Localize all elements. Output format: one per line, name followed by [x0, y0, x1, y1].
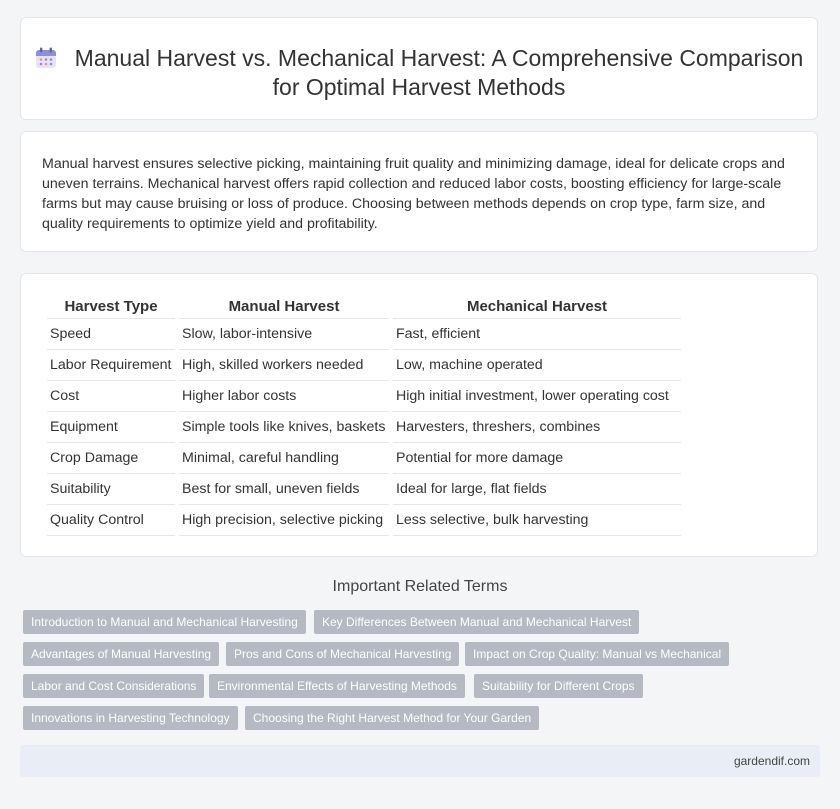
- related-term-tag[interactable]: Impact on Crop Quality: Manual vs Mechanical: [465, 642, 729, 666]
- table-row: [47, 443, 681, 474]
- page-title: [21, 44, 817, 102]
- intro-card: [20, 131, 818, 252]
- table-cell: Higher labor costs: [179, 381, 389, 412]
- table-cell: Less selective, bulk harvesting: [393, 505, 681, 536]
- comparison-table: [43, 294, 685, 536]
- table-cell: Speed: [47, 319, 175, 350]
- intro-paragraph: Manual harvest ensures selective picking, maintaining fruit quality and minimizing damage, ideal for delicate crops and uneven terrains. Mechanical harvest offers rapid collection and reduced labor costs, boosting efficiency for large-scale farms but may cause bruising or loss of produce. Choosing between methods depends on crop type, farm size, and quality requirements to optimize yield and profitability.: [42, 156, 785, 232]
- column-header: Harvest Type: [47, 294, 175, 319]
- comparison-table-card: [20, 273, 818, 557]
- table-cell: Best for small, uneven fields: [179, 474, 389, 505]
- related-term-tag[interactable]: Introduction to Manual and Mechanical Harvesting: [23, 610, 306, 634]
- table-cell: Suitability: [47, 474, 175, 505]
- table-row: [47, 319, 681, 350]
- related-terms-heading: Important Related Terms: [332, 578, 508, 595]
- table-cell: Potential for more damage: [393, 443, 681, 474]
- table-row: [47, 505, 681, 536]
- table-cell: High, skilled workers needed: [179, 350, 389, 381]
- related-term-tag[interactable]: Labor and Cost Considerations: [23, 674, 204, 698]
- table-cell: Fast, efficient: [393, 319, 681, 350]
- related-term-tag[interactable]: Innovations in Harvesting Technology: [23, 706, 238, 730]
- footer-site-link[interactable]: gardendif.com: [733, 754, 810, 768]
- related-term-tag[interactable]: Advantages of Manual Harvesting: [23, 642, 219, 666]
- related-term-tag[interactable]: Suitability for Different Crops: [474, 674, 643, 698]
- table-cell: Cost: [47, 381, 175, 412]
- related-term-tag[interactable]: Key Differences Between Manual and Mechanical Harvest: [314, 610, 639, 634]
- table-cell: Equipment: [47, 412, 175, 443]
- table-cell: Minimal, careful handling: [179, 443, 389, 474]
- page-title-text: Manual Harvest vs. Mechanical Harvest: A Comprehensive Comparison for Optimal Harvest Methods: [74, 45, 804, 100]
- related-term-tag[interactable]: Environmental Effects of Harvesting Methods: [209, 674, 465, 698]
- table-cell: Crop Damage: [47, 443, 175, 474]
- table-row: [47, 412, 681, 443]
- table-cell: Ideal for large, flat fields: [393, 474, 681, 505]
- related-term-tag[interactable]: Choosing the Right Harvest Method for Your Garden: [245, 706, 539, 730]
- table-header-row: [47, 294, 681, 319]
- table-cell: Labor Requirement: [47, 350, 175, 381]
- table-row: [47, 350, 681, 381]
- table-cell: Low, machine operated: [393, 350, 681, 381]
- title-card: [20, 17, 818, 120]
- footer: [20, 745, 820, 777]
- calendar-icon: [35, 47, 57, 69]
- table-row: [47, 474, 681, 505]
- table-cell: Harvesters, threshers, combines: [393, 412, 681, 443]
- table-cell: Quality Control: [47, 505, 175, 536]
- column-header: Manual Harvest: [179, 294, 389, 319]
- table-cell: High precision, selective picking: [179, 505, 389, 536]
- table-cell: Slow, labor-intensive: [179, 319, 389, 350]
- table-cell: Simple tools like knives, baskets: [179, 412, 389, 443]
- table-cell: High initial investment, lower operating cost: [393, 381, 681, 412]
- table-row: [47, 381, 681, 412]
- column-header: Mechanical Harvest: [393, 294, 681, 319]
- related-term-tag[interactable]: Pros and Cons of Mechanical Harvesting: [226, 642, 459, 666]
